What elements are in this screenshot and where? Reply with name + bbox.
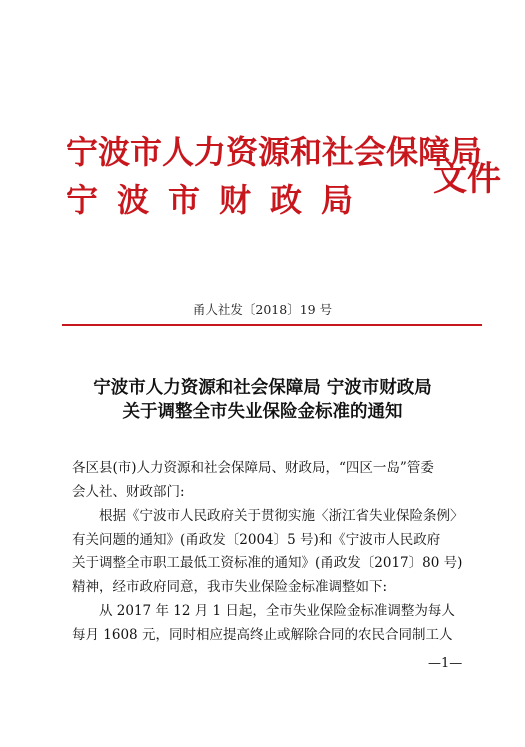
body-line: 关于调整全市职工最低工资标准的通知》(甬政发〔2017〕80 号) (72, 555, 463, 571)
notice-title-line-2: 关于调整全市失业保险金标准的通知 (122, 402, 403, 422)
page-number: —1— (428, 656, 463, 671)
body-line: 有关问题的通知》(甬政发〔2004〕5 号)和《宁波市人民政府 (72, 532, 441, 548)
body-line: 精神，经市政府同意，我市失业保险金标准调整如下: (72, 579, 388, 595)
issuer-name-hr-bureau: 宁波市人力资源和社会保障局 (66, 133, 483, 171)
body-line: 每月 1608 元，同时相应提高终止或解除合同的农民合同制工人 (72, 627, 453, 643)
body-line: 各区县(市)人力资源和社会保障局、财政局，“四区一岛”管委 (72, 460, 434, 476)
notice-title-line-1: 宁波市人力资源和社会保障局 宁波市财政局 (93, 378, 432, 398)
body-line: 从 2017 年 12 月 1 日起，全市失业保险金标准调整为每人 (99, 603, 455, 619)
body-line: 会人社、财政部门: (72, 484, 185, 500)
document-number: 甬人社发〔2018〕19 号 (192, 302, 333, 317)
header-divider (62, 324, 482, 326)
issuer-name-finance-bureau: 宁波市财政局 (66, 181, 373, 219)
document-label: 文件 (433, 159, 501, 199)
body-line: 根据《宁波市人民政府关于贯彻实施〈浙江省失业保险条例〉 (99, 508, 464, 524)
